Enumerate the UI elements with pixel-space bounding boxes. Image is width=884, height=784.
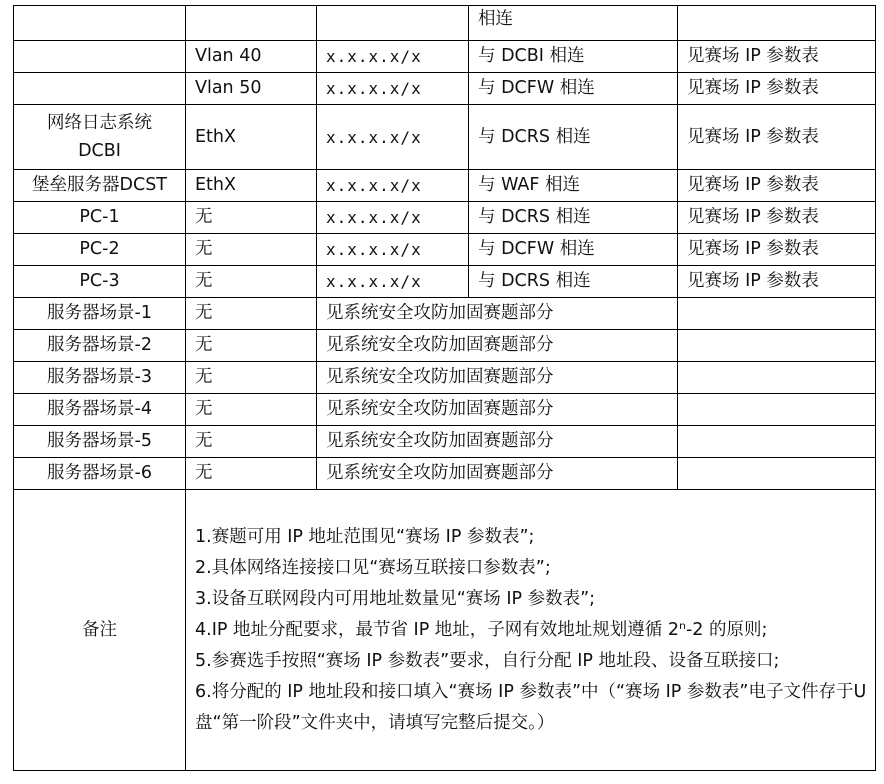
remark-cell: 见赛场 IP 参数表	[678, 73, 876, 105]
device-cell	[14, 105, 186, 170]
ip-cell: x.x.x.x/x	[317, 170, 469, 202]
device-name-line: 网络日志系统	[47, 113, 152, 133]
note-cell: 见系统安全攻防加固赛题部分	[317, 426, 678, 458]
remark-cell: 见赛场 IP 参数表	[678, 234, 876, 266]
interface-cell: 无	[186, 298, 317, 330]
device-cell: 服务器场景-5	[14, 426, 186, 458]
table-row	[14, 105, 876, 170]
note-item: 2.具体网络连接接口见“赛场互联接口参数表”;	[195, 557, 551, 578]
table-row	[14, 426, 876, 458]
device-cell: 堡垒服务器DCST	[14, 170, 186, 202]
note-cell: 见系统安全攻防加固赛题部分	[317, 298, 678, 330]
connection-cell: 与 DCRS 相连	[469, 266, 678, 298]
table-row	[14, 330, 876, 362]
remark-cell: 见赛场 IP 参数表	[678, 41, 876, 73]
remark-cell: 见赛场 IP 参数表	[678, 170, 876, 202]
device-cell: 服务器场景-3	[14, 362, 186, 394]
device-cell	[14, 41, 186, 73]
device-name-line: DCBI	[78, 141, 121, 161]
note-item: 6.将分配的 IP 地址段和接口填入“赛场 IP 参数表”中（“赛场 IP 参数表”电子文件存于U盘“第一阶段”文件夹中，请填写完整后提交。）	[195, 681, 867, 733]
remark-cell	[678, 394, 876, 426]
connection-cell: 相连	[469, 6, 678, 41]
ip-cell: x.x.x.x/x	[317, 105, 469, 170]
note-item: 1.赛题可用 IP 地址范围见“赛场 IP 参数表”;	[195, 526, 535, 547]
connection-cell: 与 DCFW 相连	[469, 234, 678, 266]
note-cell: 见系统安全攻防加固赛题部分	[317, 394, 678, 426]
interface-cell: Vlan 50	[186, 73, 317, 105]
interface-cell: 无	[186, 394, 317, 426]
table-row	[14, 234, 876, 266]
interface-cell: 无	[186, 234, 317, 266]
device-cell: 服务器场景-1	[14, 298, 186, 330]
interface-cell: 无	[186, 362, 317, 394]
device-cell: 服务器场景-2	[14, 330, 186, 362]
interface-cell: 无	[186, 458, 317, 490]
ip-cell: x.x.x.x/x	[317, 202, 469, 234]
table-row	[14, 362, 876, 394]
interface-cell: Vlan 40	[186, 41, 317, 73]
ip-cell: x.x.x.x/x	[317, 234, 469, 266]
ip-cell: x.x.x.x/x	[317, 73, 469, 105]
table-row	[14, 6, 876, 41]
interface-cell: EthX	[186, 170, 317, 202]
ip-cell	[317, 6, 469, 41]
remark-cell	[678, 458, 876, 490]
table-row	[14, 170, 876, 202]
interface-cell	[186, 6, 317, 41]
note-item: 3.设备互联网段内可用地址数量见“赛场 IP 参数表”;	[195, 588, 596, 609]
remark-cell	[678, 298, 876, 330]
ip-cell: x.x.x.x/x	[317, 41, 469, 73]
connection-cell: 与 DCRS 相连	[469, 105, 678, 170]
interface-cell: 无	[186, 330, 317, 362]
interface-cell: 无	[186, 202, 317, 234]
connection-cell: 与 DCFW 相连	[469, 73, 678, 105]
device-cell: PC-2	[14, 234, 186, 266]
note-item: 5.参赛选手按照“赛场 IP 参数表”要求，自行分配 IP 地址段、设备互联接口;	[195, 650, 780, 671]
note-cell: 见系统安全攻防加固赛题部分	[317, 362, 678, 394]
interface-cell: 无	[186, 266, 317, 298]
ip-cell: x.x.x.x/x	[317, 266, 469, 298]
table-row	[14, 458, 876, 490]
device-cell: PC-3	[14, 266, 186, 298]
table-row	[14, 41, 876, 73]
connection-cell: 与 DCRS 相连	[469, 202, 678, 234]
interface-cell: 无	[186, 426, 317, 458]
table-row	[14, 394, 876, 426]
remark-cell: 见赛场 IP 参数表	[678, 266, 876, 298]
table-row	[14, 266, 876, 298]
table-row	[14, 298, 876, 330]
note-cell: 见系统安全攻防加固赛题部分	[317, 458, 678, 490]
note-cell: 见系统安全攻防加固赛题部分	[317, 330, 678, 362]
device-cell: 服务器场景-4	[14, 394, 186, 426]
remark-cell	[678, 426, 876, 458]
connection-cell: 与 WAF 相连	[469, 170, 678, 202]
notes-content	[186, 490, 876, 771]
remark-cell	[678, 6, 876, 41]
remark-cell: 见赛场 IP 参数表	[678, 105, 876, 170]
table-row	[14, 73, 876, 105]
interface-cell: EthX	[186, 105, 317, 170]
notes-label: 备注	[14, 490, 186, 771]
connection-cell: 与 DCBI 相连	[469, 41, 678, 73]
ip-allocation-table	[13, 5, 876, 771]
device-cell: 服务器场景-6	[14, 458, 186, 490]
device-cell: PC-1	[14, 202, 186, 234]
device-cell	[14, 73, 186, 105]
remark-cell	[678, 330, 876, 362]
note-item: 4.IP 地址分配要求，最节省 IP 地址，子网有效地址规划遵循 2ⁿ-2 的原则;	[195, 619, 768, 640]
table-row	[14, 202, 876, 234]
remark-cell	[678, 362, 876, 394]
remark-cell: 见赛场 IP 参数表	[678, 202, 876, 234]
device-cell	[14, 6, 186, 41]
notes-row	[14, 490, 876, 771]
